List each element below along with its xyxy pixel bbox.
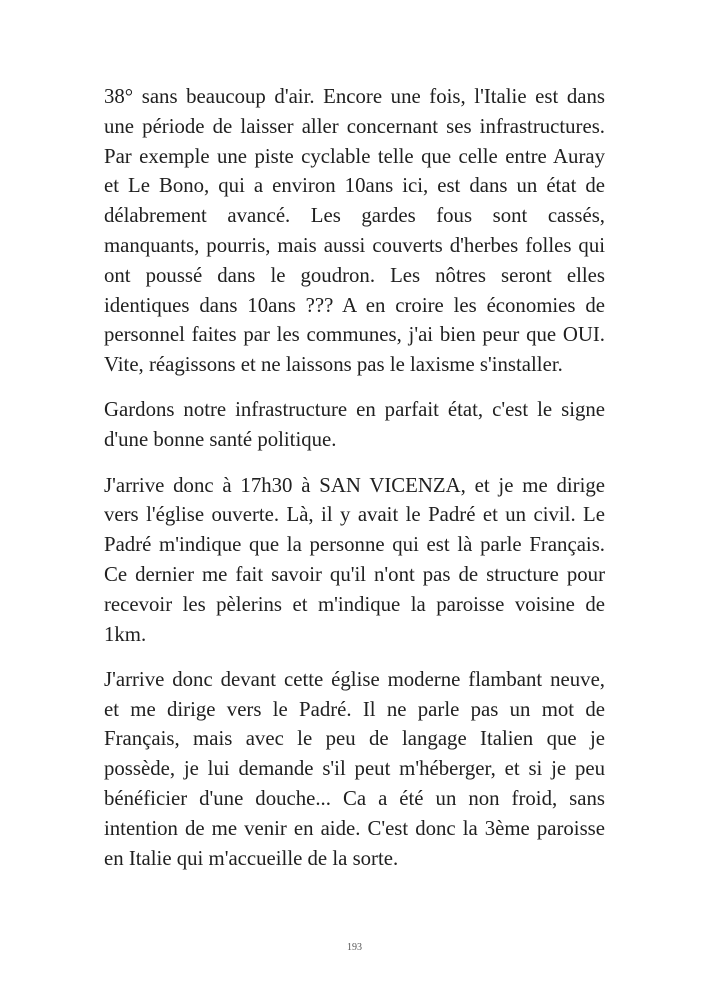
paragraph-eglise-moderne: J'arrive donc devant cette église moderne flambant neuve, et me dirige vers le Padré. Il ne parle pas un mot de Français, mais avec le peu de langage Italien que je possède, je lui demande s'il peut m'héberger, et si je peu bénéficier d'une douche... Ca a été un non froid, sans intention de me venir en aide. C'est donc la 3ème paroisse en Italie qui m'accueille de la sorte. bbox=[104, 667, 605, 870]
page-number: 193 bbox=[347, 942, 362, 953]
paragraph-infrastructure: 38° sans beaucoup d'air. Encore une fois, l'Italie est dans une période de laisser aller concernant ses infrastructures. Par exemple une piste cyclable telle que celle entre Auray et Le Bono, qui a environ 10ans ici, est dans un état de délabrement avancé. Les gardes fous sont cassés, manquants, pourris, mais aussi couverts d'herbes folles qui ont poussé dans le goudron. Les nôtres seront elles identiques dans 10ans ??? A en croire les économies de personnel faites par les communes, j'ai bien peur que OUI. Vite, réagissons et ne laissons pas le laxisme s'installer. bbox=[104, 85, 605, 377]
paragraph-politique: Gardons notre infrastructure en parfait état, c'est le signe d'une bonne santé politique. bbox=[104, 398, 605, 452]
page-body bbox=[104, 82, 605, 889]
paragraph-san-vicenza: J'arrive donc à 17h30 à SAN VICENZA, et je me dirige vers l'église ouverte. Là, il y avait le Padré et un civil. Le Padré m'indique que la personne qui est là parle Français. Ce dernier me fait savoir qu'il n'ont pas de structure pour recevoir les pèlerins et m'indique la paroisse voisine de 1km. bbox=[104, 473, 605, 646]
